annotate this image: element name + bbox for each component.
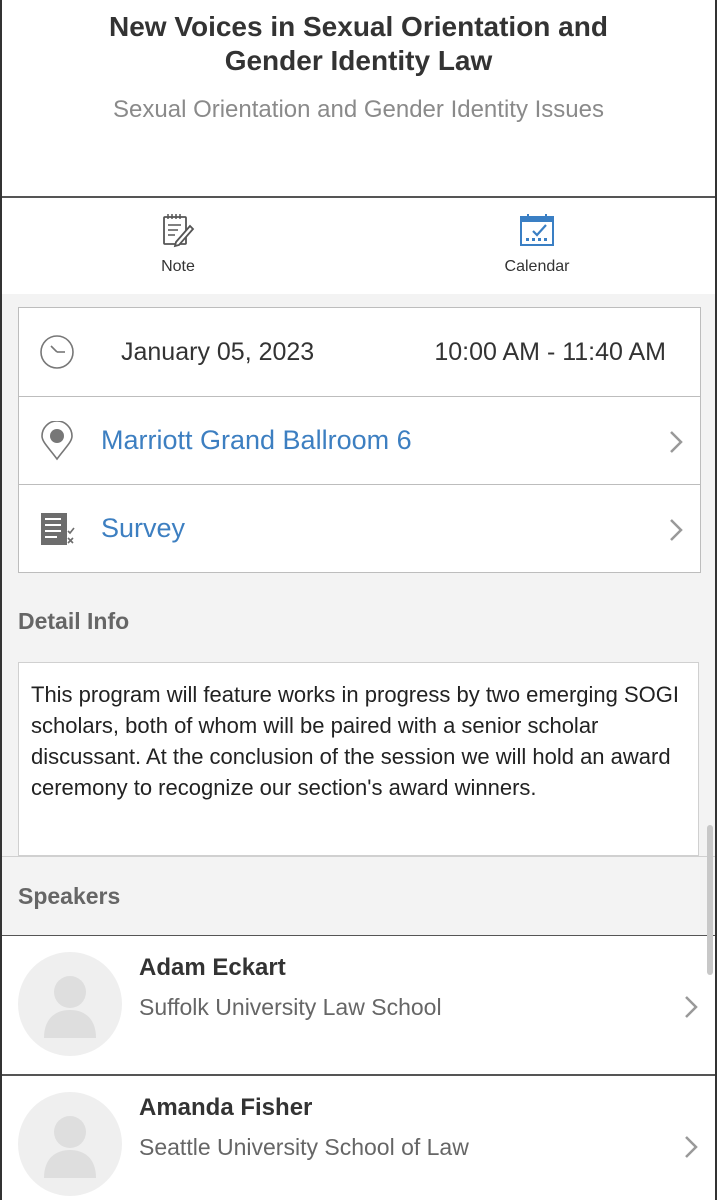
- person-placeholder-icon: [18, 952, 122, 1056]
- chevron-right-icon: [683, 994, 699, 1020]
- survey-checklist-icon: [39, 511, 75, 547]
- speaker-row[interactable]: [0, 936, 717, 1074]
- speakers-heading: Speakers: [18, 883, 121, 909]
- calendar-icon: [519, 212, 555, 248]
- calendar-button-label: Calendar: [504, 258, 570, 275]
- speaker-organization: Suffolk University Law School: [139, 994, 442, 1020]
- calendar-button[interactable]: [457, 212, 617, 276]
- location-row[interactable]: [19, 396, 700, 484]
- speaker-organization: Seattle University School of Law: [139, 1134, 469, 1160]
- scrollbar[interactable]: [707, 825, 713, 975]
- survey-row[interactable]: [19, 484, 700, 572]
- clock-icon: [39, 334, 75, 370]
- note-button[interactable]: [98, 212, 258, 276]
- speaker-row[interactable]: [0, 1074, 717, 1200]
- speakers-section-header: [0, 856, 717, 937]
- session-header: [0, 0, 717, 196]
- frame-border-left: [0, 0, 2, 1200]
- speaker-name: Adam Eckart: [139, 954, 286, 981]
- session-date: January 05, 2023: [121, 338, 315, 366]
- date-time-row: [19, 308, 700, 395]
- location-link[interactable]: Marriott Grand Ballroom 6: [101, 425, 412, 455]
- session-info-card: [18, 307, 701, 573]
- session-time: 10:00 AM - 11:40 AM: [434, 338, 666, 366]
- note-button-label: Note: [161, 258, 195, 275]
- avatar: [18, 952, 122, 1056]
- action-bar: [0, 196, 717, 296]
- chevron-right-icon: [668, 429, 684, 455]
- detail-info-box: [18, 662, 699, 856]
- avatar: [18, 1092, 122, 1196]
- chevron-right-icon: [668, 517, 684, 543]
- chevron-right-icon: [683, 1134, 699, 1160]
- session-track: Sexual Orientation and Gender Identity Issues: [113, 96, 604, 123]
- map-pin-icon: [39, 421, 75, 461]
- speaker-name: Amanda Fisher: [139, 1094, 313, 1121]
- note-edit-icon: [160, 212, 196, 248]
- person-placeholder-icon: [18, 1092, 122, 1196]
- detail-info-heading: Detail Info: [18, 608, 130, 634]
- detail-description: This program will feature works in progress by two emerging SOGI scholars, both of whom will be paired with a senior scholar discussant. At the conclusion of the session we will hold an award ceremony to recognize our section's award winners.: [31, 682, 680, 800]
- survey-link[interactable]: Survey: [101, 513, 186, 543]
- session-title: New Voices in Sexual Orientation and Gender Identity Law: [109, 11, 608, 76]
